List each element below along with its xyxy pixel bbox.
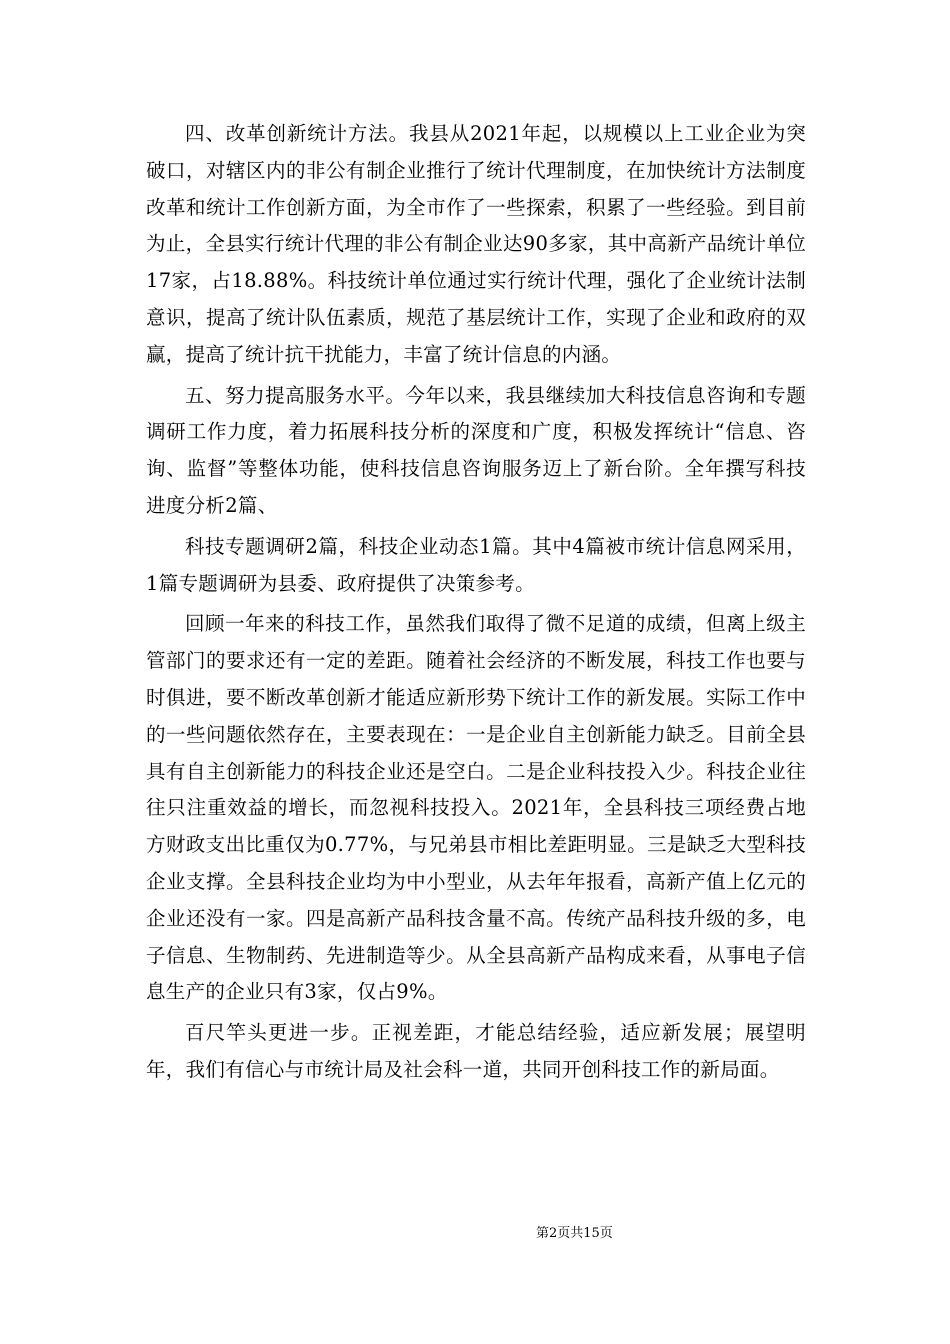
paragraph-outlook: 百尺竿头更进一步。正视差距，才能总结经验，适应新发展；展望明年，我们有信心与市统计局及社会科一道，共同开创科技工作的新局面。 bbox=[146, 1021, 806, 1081]
paragraph-review-problems: 回顾一年来的科技工作，虽然我们取得了微不足道的成绩，但离上级主管部门的要求还有一定的差距。随着社会经济的不断发展，科技工作也要与时俱进，要不断改革创新才能适应新形势下统计工作的新发展。实际工作中的一些问题依然存在，主要表现在：一是企业自主创新能力缺乏。目前全县具有自主创新能力的科技企业还是空白。二是企业科技投入少。科技企业往往只注重效益的增长，而忽视科技投入。2021年，全县科技三项经费占地方财政支出比重仅为0.77%，与兄弟县市相比差距明显。三是缺乏大型科技企业支撑。全县科技企业均为中小型业，从去年年报看，高新产值上亿元的企业还没有一家。四是高新产品科技含量不高。传统产品科技升级的多，电子信息、生物制药、先进制造等少。从全县高新产品构成来看，从事电子信息生产的企业只有3家，仅占9%。 bbox=[146, 612, 806, 1004]
paragraph-research-reports: 科技专题调研2篇，科技企业动态1篇。其中4篇被市统计信息网采用，1篇专题调研为县委、政府提供了决策参考。 bbox=[146, 534, 806, 595]
paragraph-service-level: 五、努力提高服务水平。今年以来，我县继续加大科技信息咨询和专题调研工作力度，着力拓展科技分析的深度和广度，积极发挥统计“信息、咨询、监督”等整体功能，使科技信息咨询服务迈上了新台阶。全年撰写科技进度分析2篇、 bbox=[146, 383, 806, 517]
paragraph-reform-statistics: 四、改革创新统计方法。我县从2021年起，以规模以上工业企业为突破口，对辖区内的非公有制企业推行了统计代理制度，在加快统计方法制度改革和统计工作创新方面，为全市作了一些探索，积累了一些经验。到目前为止，全县实行统计代理的非公有制企业达90多家，其中高新产品统计单位17家，占18.88%。科技统计单位通过实行统计代理，强化了企业统计法制意识，提高了统计队伍素质，规范了基层统计工作，实现了企业和政府的双赢，提高了统计抗干扰能力，丰富了统计信息的内涵。 bbox=[146, 122, 806, 366]
page-number-footer: 第2页共15页 bbox=[536, 1226, 613, 1241]
document-body bbox=[146, 116, 806, 1093]
